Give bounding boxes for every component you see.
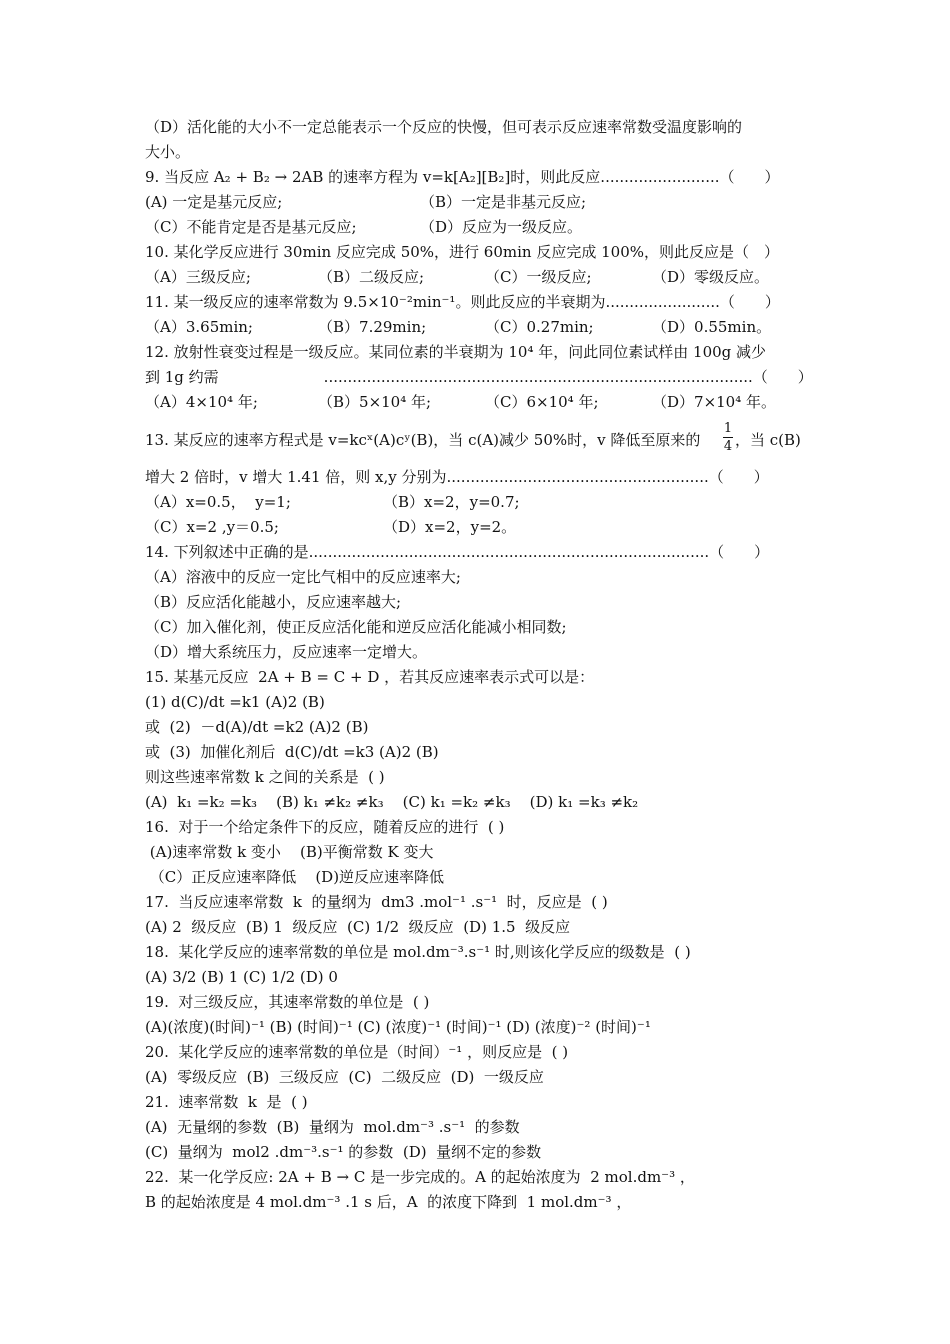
q11-option-b: （B）7.29min; — [318, 318, 427, 336]
question-13-line1: 13. 某反应的速率方程式是 v=kcˣ(A)cʸ(B)，当 c(A)减少 50%时，v 降低至原来的 — [145, 431, 701, 449]
q15-expression-2: 或 (2) －d(A)/dt =k2 (A)2 (B) — [145, 718, 369, 736]
question-20: 20. 某化学反应的速率常数的单位是（时间）⁻¹ ，则反应是 ( ) — [145, 1043, 569, 1061]
q15-expression-1: (1) d(C)/dt =k1 (A)2 (B) — [145, 693, 325, 711]
q10-option-d: （D）零级反应。 — [652, 268, 770, 286]
q11-option-d: （D）0.55min。 — [652, 318, 772, 336]
q9-option-a: (A) 一定是基元反应; — [145, 193, 283, 211]
q12-option-b: （B）5×10⁴ 年; — [318, 393, 432, 411]
question-11: 11. 某一级反应的速率常数为 9.5×10⁻²min⁻¹。则此反应的半衰期为........................（ ） — [145, 293, 780, 311]
question-12-line2: 到 1g 约需 ..........................................................................................（ ） — [145, 368, 813, 386]
question-13-line1-tail: ，当 c(B) — [735, 431, 801, 449]
question-19: 19. 对三级反应，其速率常数的单位是 ( ) — [145, 993, 430, 1011]
question-12-line1: 12. 放射性衰变过程是一级反应。某同位素的半衰期为 10⁴ 年，问此同位素试样由 100g 减少 — [145, 343, 767, 361]
q8-option-d-line2: 大小。 — [145, 143, 191, 161]
q14-option-d: （D）增大系统压力，反应速率一定增大。 — [145, 643, 428, 661]
q17-options: (A) 2 级反应 (B) 1 级反应 (C) 1/2 级反应 (D) 1.5 级反应 — [145, 918, 571, 936]
question-16: 16. 对于一个给定条件下的反应，随着反应的进行 ( ) — [145, 818, 505, 836]
fraction-bar — [723, 437, 733, 438]
q21-options-2: (C) 量纲为 mol2 .dm⁻³.s⁻¹ 的参数 (D) 量纲不定的参数 — [145, 1143, 542, 1161]
q10-option-a: （A）三级反应; — [145, 268, 251, 286]
q13-option-c: （C）x=2 ,y＝0.5; — [145, 518, 279, 536]
fraction-denominator: 4 — [723, 439, 733, 454]
q13-option-b: （B）x=2，y=0.7; — [383, 493, 520, 511]
q14-option-b: （B）反应活化能越小，反应速率越大; — [145, 593, 402, 611]
question-15: 15. 某基元反应 2A + B = C + D ，若其反应速率表示式可以是： — [145, 668, 595, 686]
question-17: 17. 当反应速率常数 k 的量纲为 dm3 .mol⁻¹ .s⁻¹ 时，反应是 ( ) — [145, 893, 608, 911]
q15-options: (A) k₁ =k₂ =k₃ (B) k₁ ≠k₂ ≠k₃ (C) k₁ =k₂ ≠k₃ (D) k₁ =k₃ ≠k₂ — [145, 793, 639, 811]
q13-option-a: （A）x=0.5， y=1; — [145, 493, 291, 511]
q13-option-d: （D）x=2，y=2。 — [383, 518, 517, 536]
q19-options: (A)(浓度)(时间)⁻¹ (B) (时间)⁻¹ (C) (浓度)⁻¹ (时间)⁻¹ (D) (浓度)⁻² (时间)⁻¹ — [145, 1018, 651, 1036]
q11-option-c: （C）0.27min; — [485, 318, 594, 336]
question-22-line2: B 的起始浓度是 4 mol.dm⁻³ .1 s 后，A 的浓度下降到 1 mol.dm⁻³ ， — [145, 1193, 632, 1211]
question-14: 14. 下列叙述中正确的是....................................................................................（ ） — [145, 543, 770, 561]
question-13-line2: 增大 2 倍时，v 增大 1.41 倍，则 x,y 分别为.......................................................（ ） — [145, 468, 769, 486]
q12-option-c: （C）6×10⁴ 年; — [485, 393, 599, 411]
q21-options-1: (A) 无量纲的参数 (B) 量纲为 mol.dm⁻³ .s⁻¹ 的参数 — [145, 1118, 520, 1136]
question-22-line1: 22. 某一化学反应: 2A + B → C 是一步完成的。A 的起始浓度为 2 mol.dm⁻³ ， — [145, 1168, 695, 1186]
q10-option-b: （B）二级反应; — [318, 268, 425, 286]
q16-options-2: （C）正反应速率降低 (D)逆反应速率降低 — [145, 868, 445, 886]
q18-options: (A) 3/2 (B) 1 (C) 1/2 (D) 0 — [145, 968, 338, 986]
q9-option-d: （D）反应为一级反应。 — [420, 218, 583, 236]
q16-options-1: (A)速率常数 k 变小 (B)平衡常数 K 变大 — [145, 843, 434, 861]
q12-option-d: （D）7×10⁴ 年。 — [652, 393, 777, 411]
q8-option-d-line1: （D）活化能的大小不一定总能表示一个反应的快慢，但可表示反应速率常数受温度影响的 — [145, 118, 743, 136]
question-21: 21. 速率常数 k 是 ( ) — [145, 1093, 308, 1111]
question-18: 18. 某化学反应的速率常数的单位是 mol.dm⁻³.s⁻¹ 时,则该化学反应的级数是 ( ) — [145, 943, 691, 961]
q14-option-c: （C）加入催化剂，使正反应活化能和逆反应活化能减小相同数; — [145, 618, 567, 636]
question-10: 10. 某化学反应进行 30min 反应完成 50%，进行 60min 反应完成 100%，则此反应是（ ） — [145, 243, 779, 261]
q10-option-c: （C）一级反应; — [485, 268, 592, 286]
q9-option-c: （C）不能肯定是否是基元反应; — [145, 218, 357, 236]
q9-option-b: （B）一定是非基元反应; — [420, 193, 587, 211]
q15-prompt: 则这些速率常数 k 之间的关系是 ( ) — [145, 768, 385, 786]
q20-options: (A) 零级反应 (B) 三级反应 (C) 二级反应 (D) 一级反应 — [145, 1068, 544, 1086]
q14-option-a: （A）溶液中的反应一定比气相中的反应速率大; — [145, 568, 461, 586]
q11-option-a: （A）3.65min; — [145, 318, 253, 336]
q15-expression-3: 或 (3) 加催化剂后 d(C)/dt =k3 (A)2 (B) — [145, 743, 439, 761]
fraction-numerator: 1 — [723, 421, 733, 436]
question-9: 9. 当反应 A₂ + B₂ → 2AB 的速率方程为 v=k[A₂][B₂]时，则此反应.........................（ ） — [145, 168, 780, 186]
q12-option-a: （A）4×10⁴ 年; — [145, 393, 258, 411]
